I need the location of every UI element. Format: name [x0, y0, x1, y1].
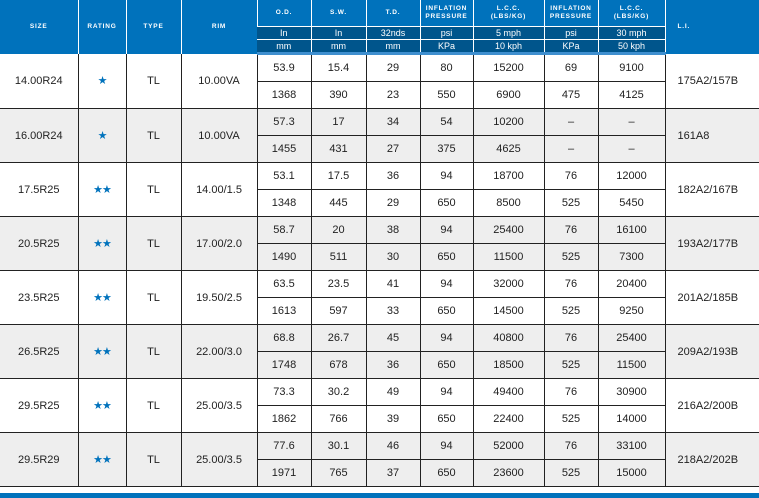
header-rim: RIM [181, 0, 257, 54]
cell-infl2-imperial: 76 [544, 325, 598, 352]
cell-size: 16.00R24 [0, 109, 78, 163]
table-row [0, 217, 759, 244]
cell-td-metric: 39 [366, 406, 420, 433]
cell-infl2-imperial: 69 [544, 54, 598, 82]
cell-sw-metric: 390 [311, 82, 366, 109]
cell-lcc2-metric: 15000 [598, 460, 665, 487]
cell-sw-metric: 765 [311, 460, 366, 487]
unit-lcc2-mph: 30 mph [598, 27, 665, 40]
bottom-bar [0, 493, 759, 498]
cell-size: 17.5R25 [0, 163, 78, 217]
cell-td-imperial: 34 [366, 109, 420, 136]
cell-lcc2-imperial: 30900 [598, 379, 665, 406]
cell-infl2-imperial: 76 [544, 271, 598, 298]
cell-rim: 25.00/3.5 [181, 379, 257, 433]
unit-lcc2-kph: 50 kph [598, 40, 665, 54]
cell-infl2-imperial: 76 [544, 217, 598, 244]
cell-lcc1-metric: 4625 [473, 136, 544, 163]
star-icon: ★★ [93, 184, 111, 196]
cell-lcc1-metric: 18500 [473, 352, 544, 379]
cell-lcc1-metric: 14500 [473, 298, 544, 325]
cell-lcc1-imperial: 49400 [473, 379, 544, 406]
table-row [0, 325, 759, 352]
cell-rim: 19.50/2.5 [181, 271, 257, 325]
cell-load-index: 182A2/167B [665, 163, 759, 217]
cell-size: 23.5R25 [0, 271, 78, 325]
cell-size: 29.5R29 [0, 433, 78, 487]
star-icon: ★★ [93, 400, 111, 412]
cell-od-imperial: 68.8 [257, 325, 311, 352]
cell-infl1-imperial: 94 [420, 163, 473, 190]
cell-load-index: 201A2/185B [665, 271, 759, 325]
cell-sw-metric: 511 [311, 244, 366, 271]
star-icon: ★★ [93, 454, 111, 466]
cell-lcc1-imperial: 15200 [473, 54, 544, 82]
unit-od-mm: mm [257, 40, 311, 54]
cell-lcc2-imperial: 20400 [598, 271, 665, 298]
cell-sw-imperial: 30.1 [311, 433, 366, 460]
header-sw: S.W. [311, 0, 366, 27]
cell-type: TL [126, 217, 181, 271]
table-body [0, 54, 759, 487]
star-icon: ★ [97, 130, 107, 142]
cell-infl2-metric: 525 [544, 190, 598, 217]
cell-infl1-metric: 650 [420, 244, 473, 271]
table-row [0, 109, 759, 136]
cell-type: TL [126, 379, 181, 433]
cell-lcc2-metric: 4125 [598, 82, 665, 109]
cell-td-metric: 30 [366, 244, 420, 271]
header-lcc-2: L.C.C. (LBS/KG) [598, 0, 665, 27]
cell-sw-imperial: 17.5 [311, 163, 366, 190]
unit-od-in: In [257, 27, 311, 40]
header-inflation-1: INFLATION PRESSURE [420, 0, 473, 27]
cell-sw-imperial: 30.2 [311, 379, 366, 406]
cell-sw-metric: 445 [311, 190, 366, 217]
cell-td-imperial: 46 [366, 433, 420, 460]
cell-size: 29.5R25 [0, 379, 78, 433]
cell-td-metric: 33 [366, 298, 420, 325]
cell-lcc2-metric: 14000 [598, 406, 665, 433]
cell-infl2-imperial: 76 [544, 163, 598, 190]
cell-rating [78, 54, 126, 109]
cell-od-metric: 1490 [257, 244, 311, 271]
cell-infl2-imperial: 76 [544, 379, 598, 406]
cell-td-metric: 29 [366, 190, 420, 217]
header-od: O.D. [257, 0, 311, 27]
cell-sw-imperial: 20 [311, 217, 366, 244]
cell-od-imperial: 53.1 [257, 163, 311, 190]
cell-od-metric: 1971 [257, 460, 311, 487]
cell-td-imperial: 36 [366, 163, 420, 190]
cell-od-imperial: 57.3 [257, 109, 311, 136]
cell-od-imperial: 77.6 [257, 433, 311, 460]
unit-td-32nds: 32nds [366, 27, 420, 40]
cell-rim: 25.00/3.5 [181, 433, 257, 487]
unit-sw-in: In [311, 27, 366, 40]
cell-lcc2-metric: 9250 [598, 298, 665, 325]
cell-type: TL [126, 325, 181, 379]
cell-lcc2-imperial: – [598, 109, 665, 136]
table-row [0, 379, 759, 406]
unit-td-mm: mm [366, 40, 420, 54]
unit-lcc1-kph: 10 kph [473, 40, 544, 54]
cell-infl1-imperial: 94 [420, 271, 473, 298]
star-icon: ★★ [93, 346, 111, 358]
unit-infl1-psi: psi [420, 27, 473, 40]
cell-infl1-metric: 650 [420, 352, 473, 379]
cell-od-metric: 1348 [257, 190, 311, 217]
cell-lcc1-imperial: 52000 [473, 433, 544, 460]
cell-sw-imperial: 17 [311, 109, 366, 136]
cell-lcc2-imperial: 12000 [598, 163, 665, 190]
cell-lcc2-metric: 7300 [598, 244, 665, 271]
table-row [0, 54, 759, 82]
cell-infl1-imperial: 80 [420, 54, 473, 82]
cell-sw-metric: 597 [311, 298, 366, 325]
unit-sw-mm: mm [311, 40, 366, 54]
cell-infl1-metric: 375 [420, 136, 473, 163]
star-icon: ★★ [93, 292, 111, 304]
cell-sw-metric: 431 [311, 136, 366, 163]
cell-sw-imperial: 26.7 [311, 325, 366, 352]
cell-lcc2-imperial: 9100 [598, 54, 665, 82]
cell-infl2-metric: 525 [544, 352, 598, 379]
cell-lcc2-imperial: 25400 [598, 325, 665, 352]
cell-od-metric: 1455 [257, 136, 311, 163]
table-row [0, 163, 759, 190]
cell-infl1-metric: 650 [420, 460, 473, 487]
cell-lcc2-metric: 5450 [598, 190, 665, 217]
cell-rating [78, 325, 126, 379]
star-icon: ★★ [93, 238, 111, 250]
cell-lcc2-metric: – [598, 136, 665, 163]
table-row [0, 271, 759, 298]
cell-od-metric: 1613 [257, 298, 311, 325]
cell-rating [78, 379, 126, 433]
cell-td-imperial: 29 [366, 54, 420, 82]
header-li: L.I. [665, 0, 759, 54]
cell-rating [78, 217, 126, 271]
header-rating: RATING [78, 0, 126, 54]
header-size: SIZE [0, 0, 78, 54]
star-icon: ★ [97, 75, 107, 88]
cell-infl2-metric: 475 [544, 82, 598, 109]
unit-infl2-psi: psi [544, 27, 598, 40]
cell-infl1-imperial: 94 [420, 379, 473, 406]
cell-load-index: 175A2/157B [665, 54, 759, 109]
cell-td-metric: 23 [366, 82, 420, 109]
cell-type: TL [126, 271, 181, 325]
cell-lcc1-metric: 23600 [473, 460, 544, 487]
cell-load-index: 193A2/177B [665, 217, 759, 271]
cell-od-imperial: 53.9 [257, 54, 311, 82]
cell-od-metric: 1748 [257, 352, 311, 379]
cell-lcc2-metric: 11500 [598, 352, 665, 379]
cell-rating [78, 271, 126, 325]
cell-rim: 10.00VA [181, 109, 257, 163]
cell-rim: 22.00/3.0 [181, 325, 257, 379]
cell-size: 14.00R24 [0, 54, 78, 109]
cell-rim: 14.00/1.5 [181, 163, 257, 217]
cell-od-metric: 1368 [257, 82, 311, 109]
table-row [0, 433, 759, 460]
cell-infl1-metric: 550 [420, 82, 473, 109]
cell-size: 20.5R25 [0, 217, 78, 271]
unit-lcc1-mph: 5 mph [473, 27, 544, 40]
cell-infl1-imperial: 94 [420, 325, 473, 352]
cell-lcc1-metric: 8500 [473, 190, 544, 217]
cell-rating [78, 433, 126, 487]
cell-td-imperial: 49 [366, 379, 420, 406]
cell-lcc1-imperial: 25400 [473, 217, 544, 244]
cell-lcc1-imperial: 32000 [473, 271, 544, 298]
cell-type: TL [126, 163, 181, 217]
cell-td-imperial: 38 [366, 217, 420, 244]
cell-rim: 10.00VA [181, 54, 257, 109]
cell-td-metric: 27 [366, 136, 420, 163]
table-header [0, 0, 759, 54]
cell-infl2-imperial: 76 [544, 433, 598, 460]
cell-infl2-metric: 525 [544, 460, 598, 487]
cell-load-index: 218A2/202B [665, 433, 759, 487]
cell-sw-imperial: 15.4 [311, 54, 366, 82]
cell-type: TL [126, 54, 181, 109]
cell-load-index: 161A8 [665, 109, 759, 163]
cell-od-imperial: 73.3 [257, 379, 311, 406]
cell-load-index: 216A2/200B [665, 379, 759, 433]
cell-infl2-metric: 525 [544, 406, 598, 433]
cell-infl2-metric: 525 [544, 298, 598, 325]
cell-td-imperial: 45 [366, 325, 420, 352]
cell-rating [78, 163, 126, 217]
header-lcc-1: L.C.C. (LBS/KG) [473, 0, 544, 27]
cell-od-metric: 1862 [257, 406, 311, 433]
cell-sw-metric: 766 [311, 406, 366, 433]
cell-infl1-metric: 650 [420, 406, 473, 433]
cell-infl2-imperial: – [544, 109, 598, 136]
unit-infl1-kpa: KPa [420, 40, 473, 54]
cell-infl1-imperial: 94 [420, 433, 473, 460]
cell-td-imperial: 41 [366, 271, 420, 298]
cell-lcc1-imperial: 18700 [473, 163, 544, 190]
header-inflation-2: INFLATION PRESSURE [544, 0, 598, 27]
cell-td-metric: 36 [366, 352, 420, 379]
cell-lcc1-metric: 6900 [473, 82, 544, 109]
header-type: TYPE [126, 0, 181, 54]
cell-lcc2-imperial: 16100 [598, 217, 665, 244]
unit-infl2-kpa: KPa [544, 40, 598, 54]
cell-sw-imperial: 23.5 [311, 271, 366, 298]
cell-size: 26.5R25 [0, 325, 78, 379]
cell-sw-metric: 678 [311, 352, 366, 379]
cell-lcc2-imperial: 33100 [598, 433, 665, 460]
cell-load-index: 209A2/193B [665, 325, 759, 379]
cell-lcc1-imperial: 10200 [473, 109, 544, 136]
cell-rating [78, 109, 126, 163]
header-td: T.D. [366, 0, 420, 27]
cell-infl1-imperial: 54 [420, 109, 473, 136]
cell-infl1-metric: 650 [420, 190, 473, 217]
cell-type: TL [126, 109, 181, 163]
cell-infl1-metric: 650 [420, 298, 473, 325]
cell-lcc1-metric: 22400 [473, 406, 544, 433]
cell-od-imperial: 58.7 [257, 217, 311, 244]
cell-lcc1-metric: 11500 [473, 244, 544, 271]
cell-infl1-imperial: 94 [420, 217, 473, 244]
cell-infl2-metric: 525 [544, 244, 598, 271]
cell-od-imperial: 63.5 [257, 271, 311, 298]
cell-td-metric: 37 [366, 460, 420, 487]
cell-rim: 17.00/2.0 [181, 217, 257, 271]
cell-type: TL [126, 433, 181, 487]
cell-lcc1-imperial: 40800 [473, 325, 544, 352]
cell-infl2-metric: – [544, 136, 598, 163]
